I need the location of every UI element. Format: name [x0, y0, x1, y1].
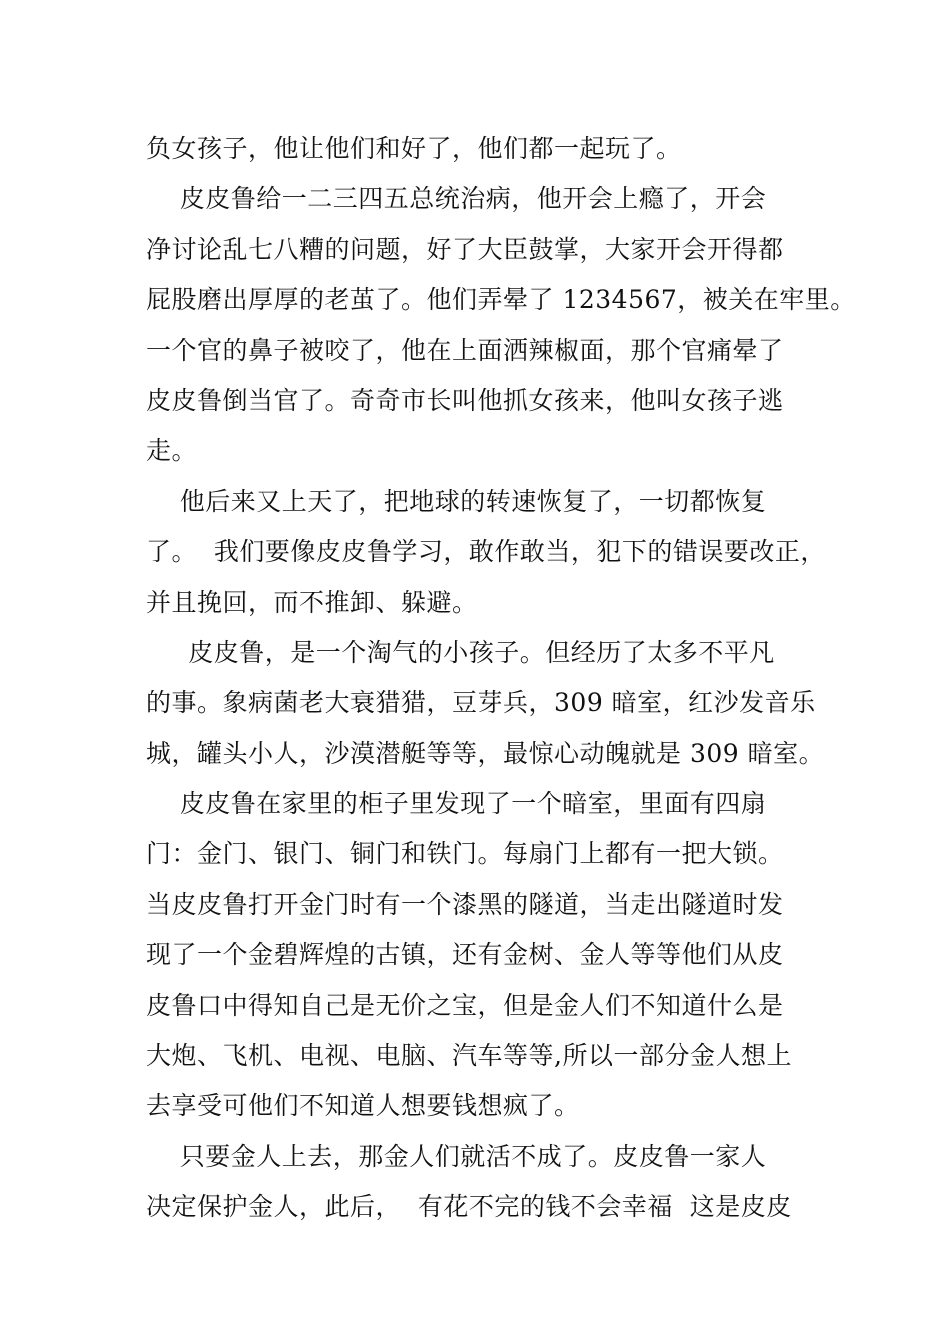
text-line: 他后来又上天了，把地球的转速恢复了，一切都恢复 [146, 486, 767, 516]
text-line: 皮皮鲁倒当官了。奇奇市长叫他抓女孩来，他叫女孩子逃 [146, 385, 784, 415]
text-line: 一个官的鼻子被咬了，他在上面洒辣椒面，那个官痛晕了 [146, 335, 784, 365]
text-line: 并且挽回，而不推卸、躲避。 [146, 587, 478, 617]
text-line: 屁股磨出厚厚的老茧了。他们弄晕了 1234567，被关在牢里。 [146, 285, 856, 315]
text-line: 现了一个金碧辉煌的古镇，还有金树、金人等等他们从皮 [146, 940, 784, 970]
text-line: 皮皮鲁在家里的柜子里发现了一个暗室，里面有四扇 [146, 789, 767, 819]
text-line: 净讨论乱七八糟的问题，好了大臣鼓掌，大家开会开得都 [146, 234, 784, 264]
text-line: 走。 [146, 436, 198, 466]
text-line: 的事。象病菌老大衰猎猎，豆芽兵，309 暗室，红沙发音乐 [146, 688, 816, 718]
text-line: 皮皮鲁，是一个淘气的小孩子。但经历了太多不平凡 [146, 637, 775, 667]
text-line: 皮皮鲁给一二三四五总统治病，他开会上瘾了，开会 [146, 184, 767, 214]
text-line: 了。 我们要像皮皮鲁学习，敢作敢当，犯下的错误要改正， [146, 537, 826, 567]
text-line: 决定保护金人，此后， 有花不完的钱不会幸福 这是皮皮 [146, 1192, 792, 1222]
text-line: 当皮皮鲁打开金门时有一个漆黑的隧道，当走出隧道时发 [146, 889, 784, 919]
text-line: 去享受可他们不知道人想要钱想疯了。 [146, 1091, 580, 1121]
text-line: 只要金人上去，那金人们就活不成了。皮皮鲁一家人 [146, 1141, 767, 1171]
text-line: 门：金门、银门、铜门和铁门。每扇门上都有一把大锁。 [146, 839, 784, 869]
body-text [146, 124, 856, 1233]
text-line: 大炮、飞机、电视、电脑、汽车等等,所以一部分金人想上 [146, 1041, 792, 1071]
text-line: 负女孩子，他让他们和好了，他们都一起玩了。 [146, 134, 682, 163]
text-line: 皮鲁口中得知自己是无价之宝，但是金人们不知道什么是 [146, 990, 784, 1020]
text-line: 城，罐头小人，沙漠潜艇等等，最惊心动魄就是 309 暗室。 [146, 738, 825, 768]
